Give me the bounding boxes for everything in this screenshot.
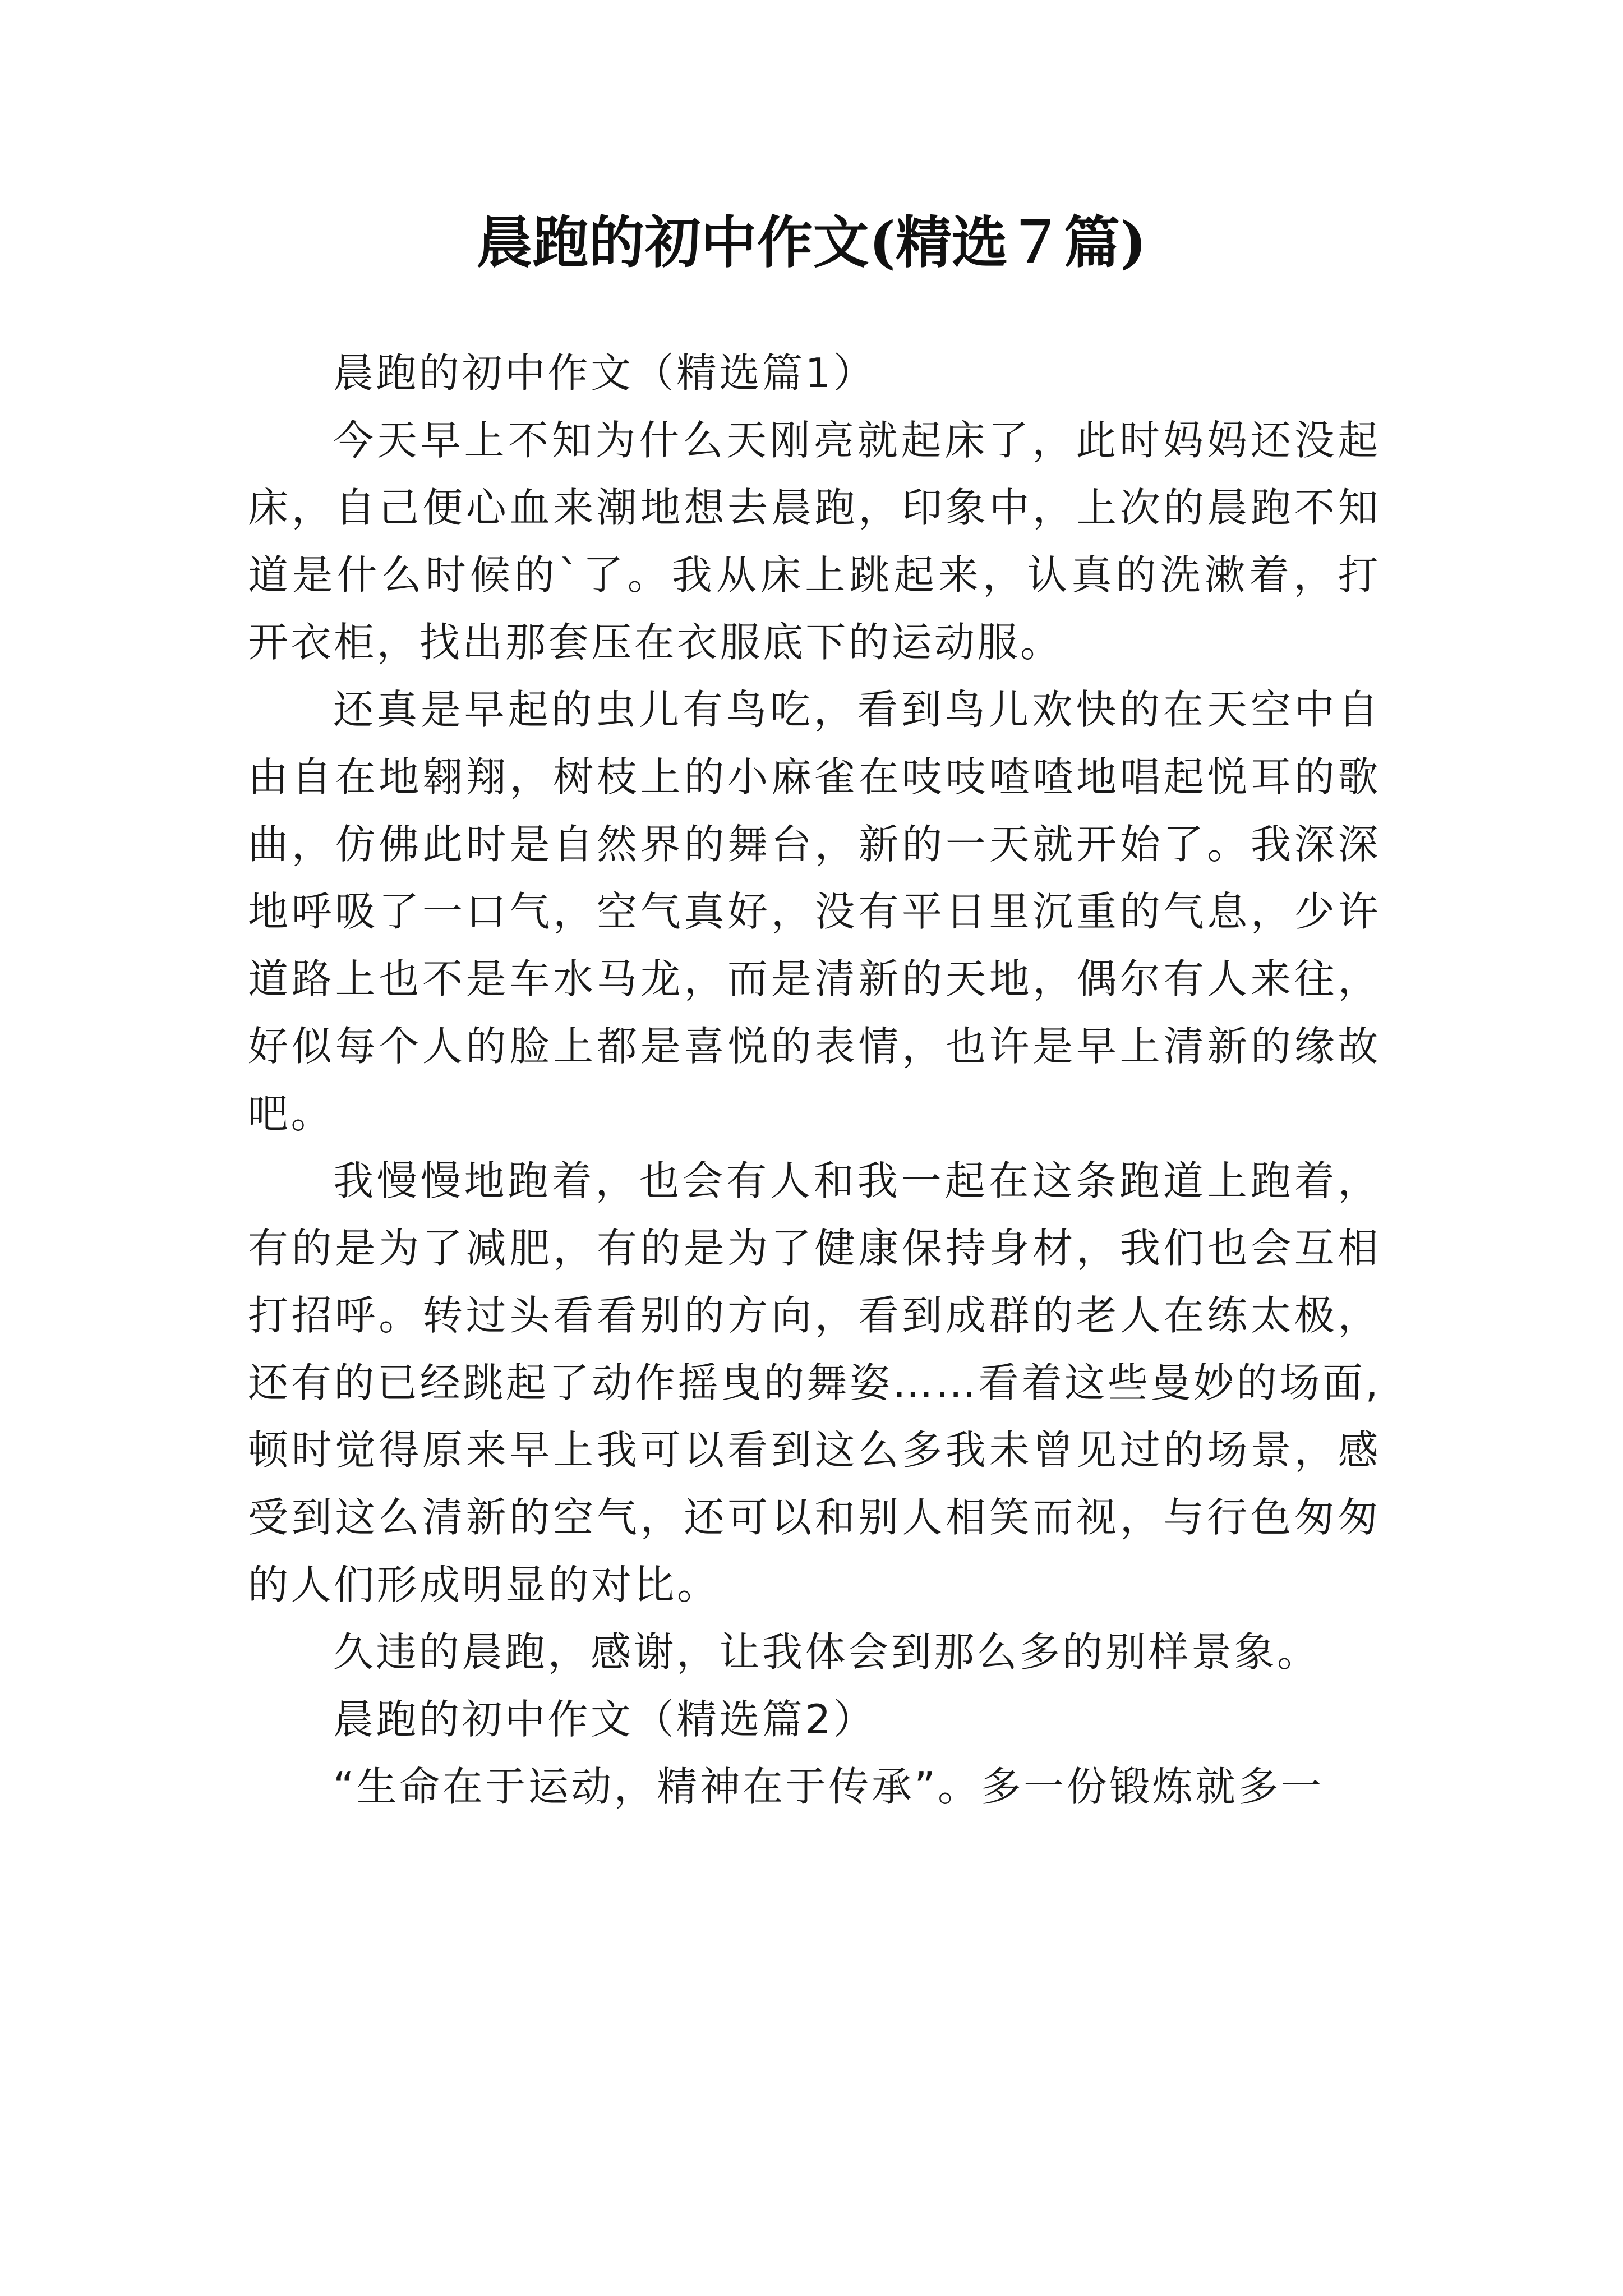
paragraph-3: 我慢慢地跑着，也会有人和我一起在这条跑道上跑着，有的是为了减肥，有的是为了健康保持身材，我们也会互相打招呼。转过头看看别的方向，看到成群的老人在练太极，还有的已经跳起了动作摇曳的舞姿……看着这些曼妙的场面,顿时觉得原来早上我可以看到这么多我未曾见过的场景，感受到这么清新的空气，还可以和别人相笑而视，与行色匆匆的人们形成明显的对比。 — [248, 1157, 1381, 1608]
section-heading-1: 晨跑的初中作文（精选篇1） — [333, 349, 877, 397]
document-body — [248, 339, 1381, 1820]
document-title: 晨跑的初中作文(精选７篇) — [476, 209, 1147, 275]
paragraph-1: 今天早上不知为什么天刚亮就起床了，此时妈妈还没起床，自己便心血来潮地想去晨跑，印象中，上次的晨跑不知道是什么时候的`了。我从床上跳起来，认真的洗漱着，打开衣柜，找出那套压在衣服底下的运动服。 — [248, 417, 1381, 666]
section-heading-2: 晨跑的初中作文（精选篇2） — [333, 1696, 877, 1743]
paragraph-5: “生命在于运动，精神在于传承”。多一份锻炼就多一 — [333, 1763, 1324, 1810]
paragraph-4: 久违的晨跑，感谢，让我体会到那么多的别样景象。 — [333, 1628, 1320, 1676]
paragraph-2: 还真是早起的虫儿有鸟吃，看到鸟儿欢快的在天空中自由自在地翱翔，树枝上的小麻雀在吱吱喳喳地唱起悦耳的歌曲，仿佛此时是自然界的舞台，新的一天就开始了。我深深地呼吸了一口气，空气真好，没有平日里沉重的气息，少许道路上也不是车水马龙，而是清新的天地，偶尔有人来往，好似每个人的脸上都是喜悦的表情，也许是早上清新的缘故吧。 — [248, 686, 1381, 1137]
